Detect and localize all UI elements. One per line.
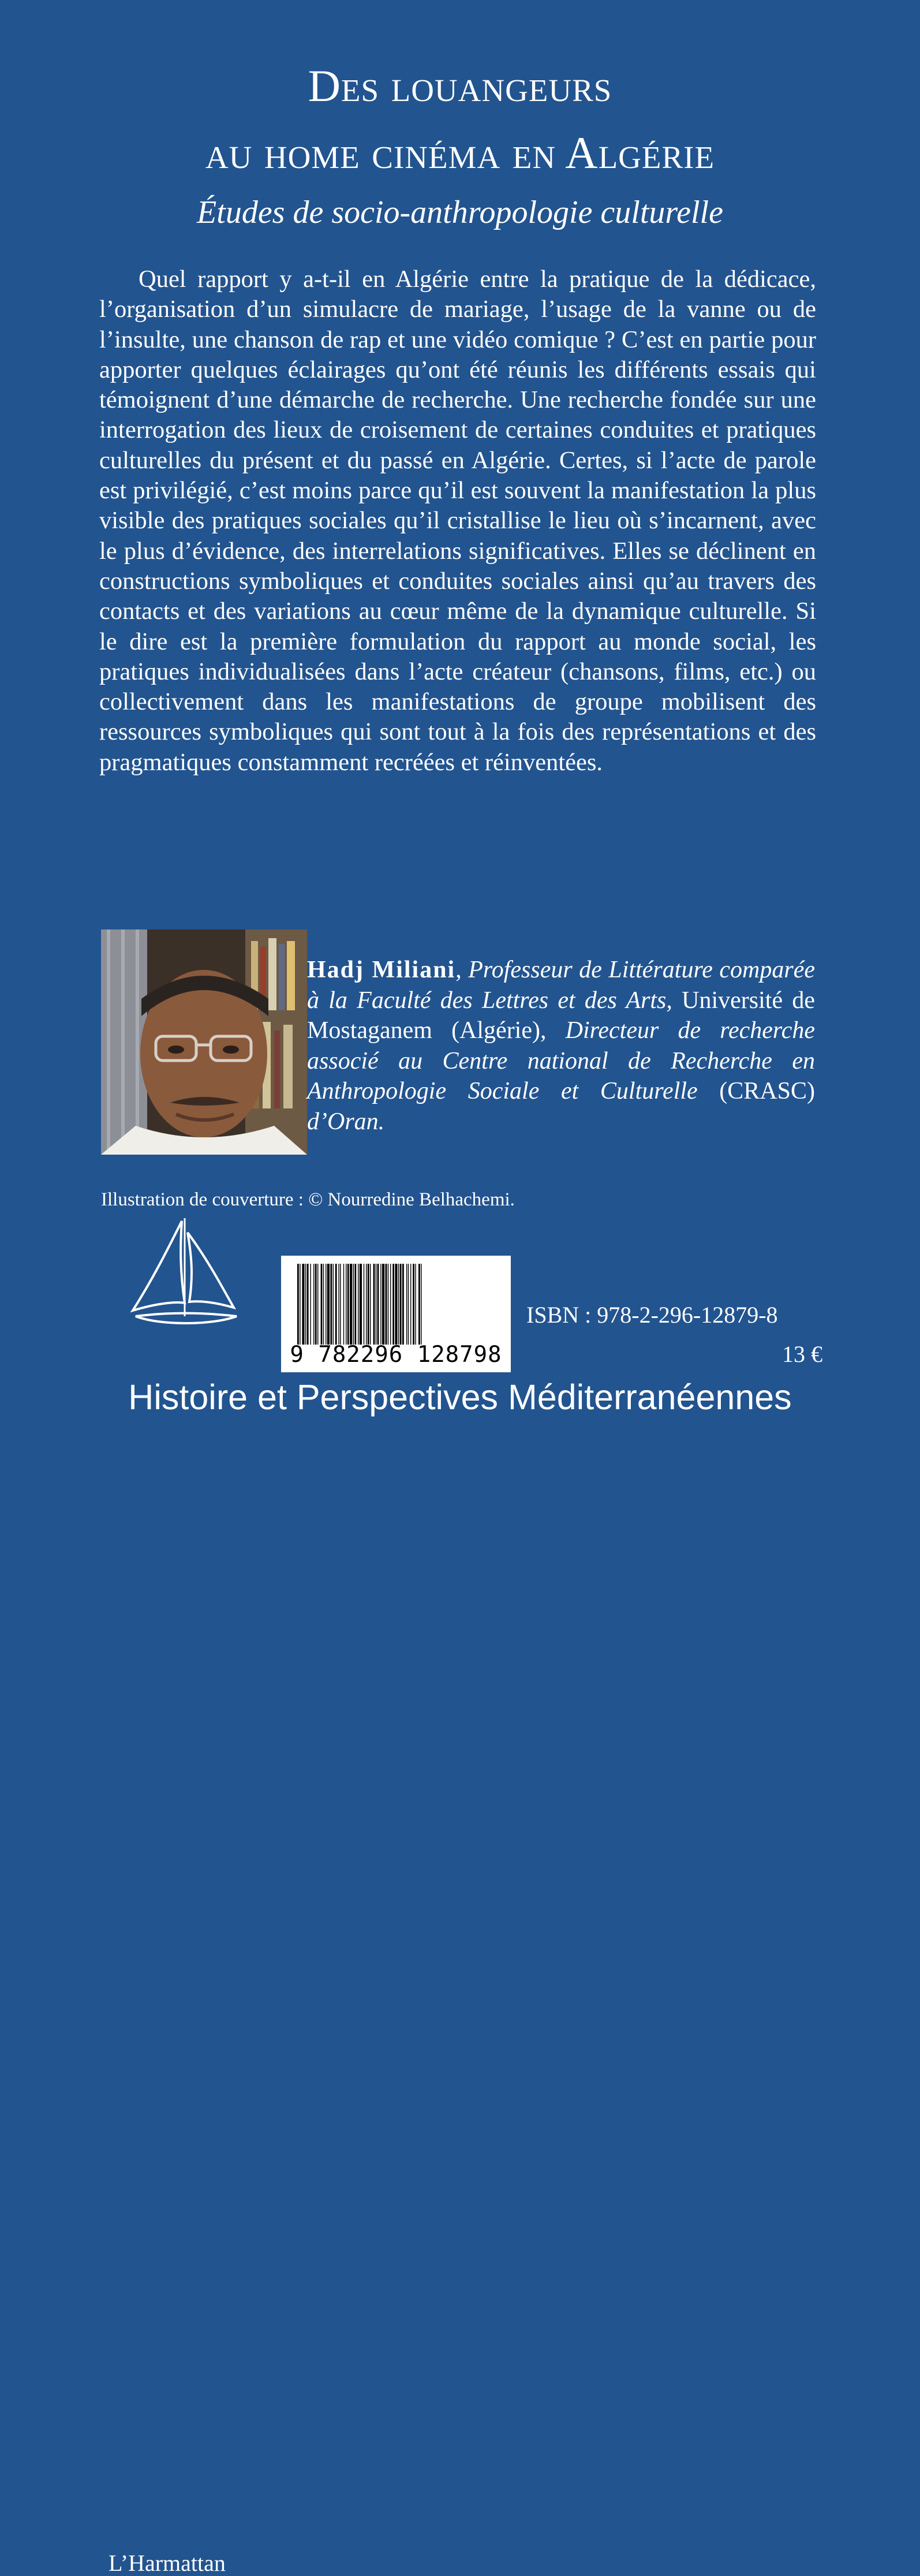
barcode-bar (415, 1264, 416, 1345)
bio-text-2: Directeur de recherche associé au Centre national de Recherche en Anthropologie Sociale et Culturelle (307, 1017, 815, 1104)
barcode-bar (410, 1264, 411, 1345)
barcode-bar (347, 1264, 349, 1345)
barcode-bar (400, 1264, 402, 1345)
barcode-bar (408, 1264, 409, 1345)
barcode-bar (315, 1264, 317, 1345)
barcode-bar (297, 1264, 299, 1345)
title-line-2: au home cinéma en Algérie (205, 128, 715, 178)
bio-separator-2: , (540, 1017, 566, 1044)
barcode-bar (360, 1264, 362, 1345)
barcode-bar (321, 1264, 323, 1345)
barcode-bars (297, 1264, 495, 1345)
barcode (281, 1256, 511, 1372)
sailboat-icon (127, 1215, 242, 1336)
publisher-logo (98, 1215, 260, 2576)
barcode-bar (373, 1264, 375, 1345)
barcode-digits: 9 782296 128798 (290, 1342, 502, 1368)
barcode-bar (343, 1264, 344, 1345)
barcode-bar (327, 1264, 330, 1345)
barcode-bar (302, 1264, 304, 1345)
barcode-bar (338, 1264, 339, 1345)
series-title: Histoire et Perspectives Méditerranéennes (128, 1377, 792, 1417)
publisher-name: L’Harmattan (109, 2550, 226, 2576)
barcode-bar (418, 1264, 420, 1345)
barcode-bar (398, 1264, 399, 1345)
bio-university: Université de Mostaganem (Algérie) (307, 987, 816, 1044)
price: 13 € (782, 1341, 822, 1367)
title-line-1: Des louangeurs (308, 61, 612, 111)
barcode-bar (307, 1264, 309, 1345)
bio-text-1: Professeur de Littérature comparée à la Faculté des Lettres et des Arts, (307, 957, 816, 1014)
barcode-bar (380, 1264, 381, 1345)
isbn: ISBN : 978-2-296-12879-8 (526, 1302, 778, 1328)
barcode-bar (370, 1264, 371, 1345)
bio-separator: , (455, 957, 469, 983)
barcode-bar (305, 1264, 306, 1345)
barcode-bar (390, 1264, 391, 1345)
blurb-paragraph: Quel rapport y a-t-il en Algérie entre la pratique de la dédicace, l’organisation d’un simulacre de mariage, l’usage de la vanne ou de l’insulte, une chanson de rap et une vidéo comique ? C’est en partie pour apporter quelques éclairages qu’ont été réunis les différents essais qui témoignent d’une démarche de recherche. Une recherche fondée sur une interrogation des lieux de croisement de certaines conduites et pratiques culturelles du présent et du passé en Algérie. Certes, si l’acte de parole est privilégié, c’est moins parce qu’il est souvent la manifestation la plus visible des pratiques sociales qu’il cristallise le lieu où s’incarnent, avec le plus d’évidence, des interrelations significatives. Elles se déclinent en constructions symboliques et conduites sociales ainsi qu’au travers des contacts et des variations au cœur même de la dynamique culturelle. Si le dire est la première formulation du rapport au monde social, les pratiques individualisées dans l’acte créateur (chansons, films, etc.) ou collectivement dans les manifestations de groupe mobilisent des ressources symboliques qui sont tout à la fois des représentations et des pragmatiques constamment recréées et réinventées. (99, 266, 816, 776)
barcode-bar (368, 1264, 369, 1345)
barcode-bar (333, 1264, 334, 1345)
bio-acronym: (CRASC) (697, 1078, 816, 1104)
barcode-bar (395, 1264, 397, 1345)
subtitle: Études de socio-anthropologie culturelle (197, 195, 723, 230)
barcode-bar (340, 1264, 341, 1345)
barcode-bar (353, 1264, 354, 1345)
barcode-bar (386, 1264, 387, 1345)
author-bio (307, 955, 815, 1137)
barcode-bar (402, 1264, 404, 1345)
author-photo (101, 929, 307, 1155)
bio-city: d’Oran. (307, 1108, 385, 1135)
barcode-bar (323, 1264, 324, 1345)
barcode-bar (377, 1264, 379, 1345)
barcode-bar (406, 1264, 407, 1345)
barcode-bar (392, 1264, 394, 1345)
barcode-bar (310, 1264, 311, 1345)
illustration-credit: Illustration de couverture : © Nourredine Belhachemi. (101, 1189, 515, 1210)
author-name: Hadj Miliani (307, 957, 456, 983)
barcode-bar (313, 1264, 314, 1345)
barcode-bar (350, 1264, 352, 1345)
author-portrait-icon (101, 929, 307, 1155)
barcode-bar (317, 1264, 318, 1345)
barcode-bar (382, 1264, 384, 1345)
barcode-bar (354, 1264, 356, 1345)
barcode-bar (413, 1264, 414, 1345)
barcode-bar (330, 1264, 332, 1345)
barcode-bar (335, 1264, 337, 1345)
